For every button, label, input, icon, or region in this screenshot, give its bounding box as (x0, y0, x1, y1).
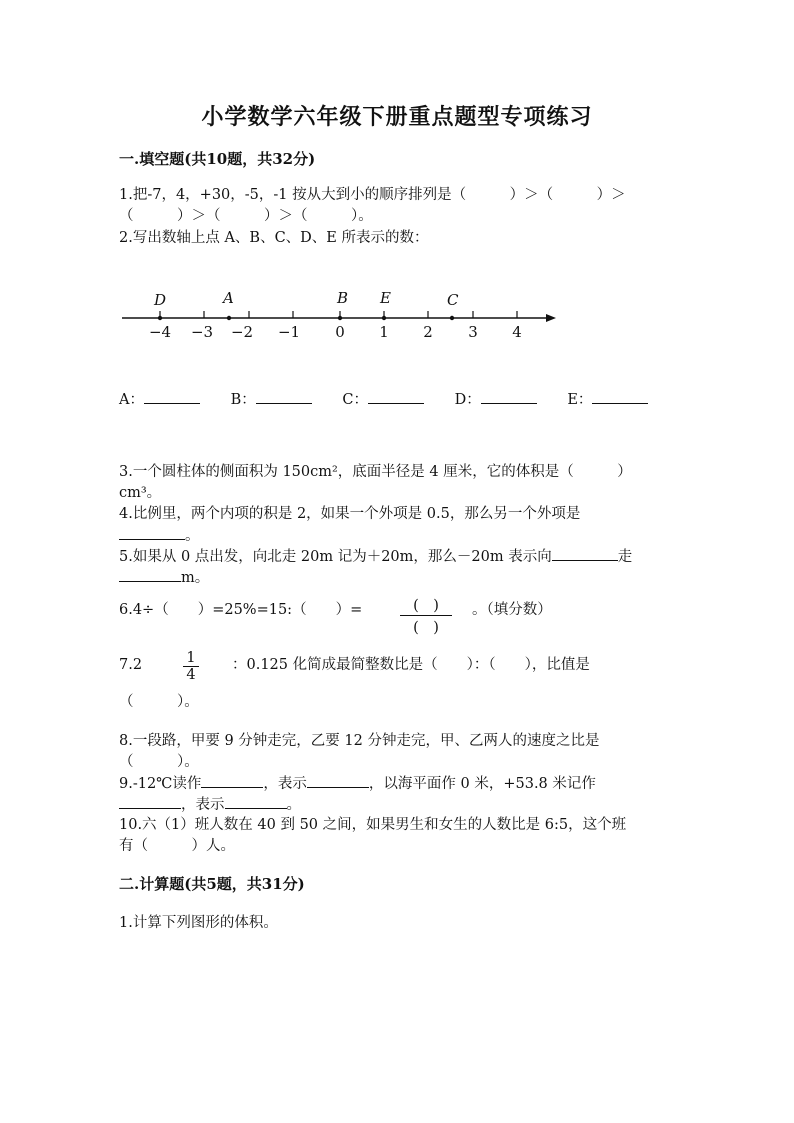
tick-label-4: 4 (512, 323, 522, 341)
question-8-line-1: 8.一段路，甲要 9 分钟走完，乙要 12 分钟走完，甲、乙两人的速度之比是 (119, 733, 600, 749)
question-7-line-1: ：0.125 化简成最简整数比是（ ）：（ ），比值是 (232, 657, 590, 673)
point-c-dot (450, 316, 454, 320)
number-line (118, 285, 568, 345)
answer-d-blank[interactable] (481, 389, 537, 404)
point-label-a: A (223, 289, 234, 307)
question-4-line-2: 。 (119, 525, 200, 546)
tick-label-0: 0 (335, 323, 345, 341)
question-9-blank-meaning[interactable] (307, 773, 369, 788)
question-7-line-2: （ ）。 (119, 694, 199, 710)
page-title: 小学数学六年级下册重点题型专项练习 (201, 104, 593, 130)
number-line-arrow (546, 314, 556, 322)
question-9-line-2: ，表示 。 (119, 794, 301, 815)
answer-e-blank[interactable] (592, 389, 648, 404)
answer-b: B： (231, 388, 312, 409)
section-heading-calculation: 二.计算题(共5题，共31分) (119, 875, 305, 893)
question-2-text: 2.写出数轴上点 A、B、C、D、E 所表示的数： (119, 230, 429, 246)
question-10-line-1: 10.六（1）班人数在 40 到 50 之间，如果男生和女生的人数比是 6:5，这个班 (119, 817, 627, 833)
question-7-fraction: $\frac{1}{4}$ (183, 650, 199, 683)
point-label-d: D (154, 291, 167, 309)
question-9-blank-record[interactable] (119, 794, 181, 809)
tick-label-minus-3: −3 (190, 323, 214, 341)
question-6-fraction: ( ) ( ) (400, 594, 452, 637)
question-4-line-1: 4.比例里，两个内项的积是 2，如果一个外项是 0.5，那么另一个外项是 (119, 506, 581, 522)
point-e-dot (382, 316, 386, 320)
point-label-b: B (337, 289, 349, 307)
tick-label-2: 2 (423, 323, 433, 341)
tick-label-3: 3 (468, 323, 478, 341)
answer-d: D： (455, 388, 537, 409)
tick-label-minus-2: −2 (230, 323, 254, 341)
question-6-text: 6.4÷（ ）=25%=15:（ ）= (119, 602, 363, 618)
question-10-line-2: 有（ ）人。 (119, 838, 235, 854)
question-8-line-2: （ ）。 (119, 754, 199, 770)
question-4-blank[interactable] (119, 525, 185, 540)
point-b-dot (338, 316, 342, 320)
point-d-dot (158, 316, 162, 320)
tick-label-minus-1: −1 (277, 323, 301, 341)
question-6-suffix: 。（填分数） (472, 602, 552, 618)
answer-a-blank[interactable] (144, 389, 200, 404)
question-1-line-2: （ ）＞（ ）＞（ ）。 (119, 208, 373, 224)
question-2-answer-row (119, 388, 674, 409)
question-3-line-2: cm³。 (119, 485, 162, 501)
section-heading-fill-blank: 一.填空题(共10题，共32分) (119, 150, 316, 168)
tick-label-minus-4: −4 (148, 323, 172, 341)
question-7-prefix: 7.2 (119, 657, 143, 673)
question-1-line-1: 1.把-7，4，+30，-5，-1 按从大到小的顺序排列是（ ）＞（ ）＞ (119, 187, 626, 203)
calc-question-1: 1.计算下列图形的体积。 (119, 915, 278, 931)
question-9-blank-read[interactable] (201, 773, 263, 788)
answer-c-blank[interactable] (368, 389, 424, 404)
question-9-line-1: 9.-12℃读作 ，表示 ，以海平面作 0 米，+53.8 米记作 (119, 773, 596, 794)
question-9-blank-meaning-2[interactable] (225, 794, 287, 809)
answer-e: E： (567, 388, 648, 409)
point-label-e: E (380, 289, 391, 307)
question-3-line-1: 3.一个圆柱体的侧面积为 150cm²，底面半径是 4 厘米，它的体积是（ ） (119, 464, 632, 480)
question-5-blank-distance[interactable] (119, 567, 181, 582)
question-5-line-1: 5.如果从 0 点出发，向北走 20m 记为＋20m，那么－20m 表示向 走 (119, 546, 632, 567)
question-5-line-2: m。 (119, 567, 209, 588)
question-5-blank-direction[interactable] (552, 546, 618, 561)
answer-c: C： (342, 388, 424, 409)
point-a-dot (227, 316, 231, 320)
answer-a: A： (119, 388, 200, 409)
tick-label-1: 1 (379, 323, 389, 341)
answer-b-blank[interactable] (256, 389, 312, 404)
point-label-c: C (447, 291, 459, 309)
